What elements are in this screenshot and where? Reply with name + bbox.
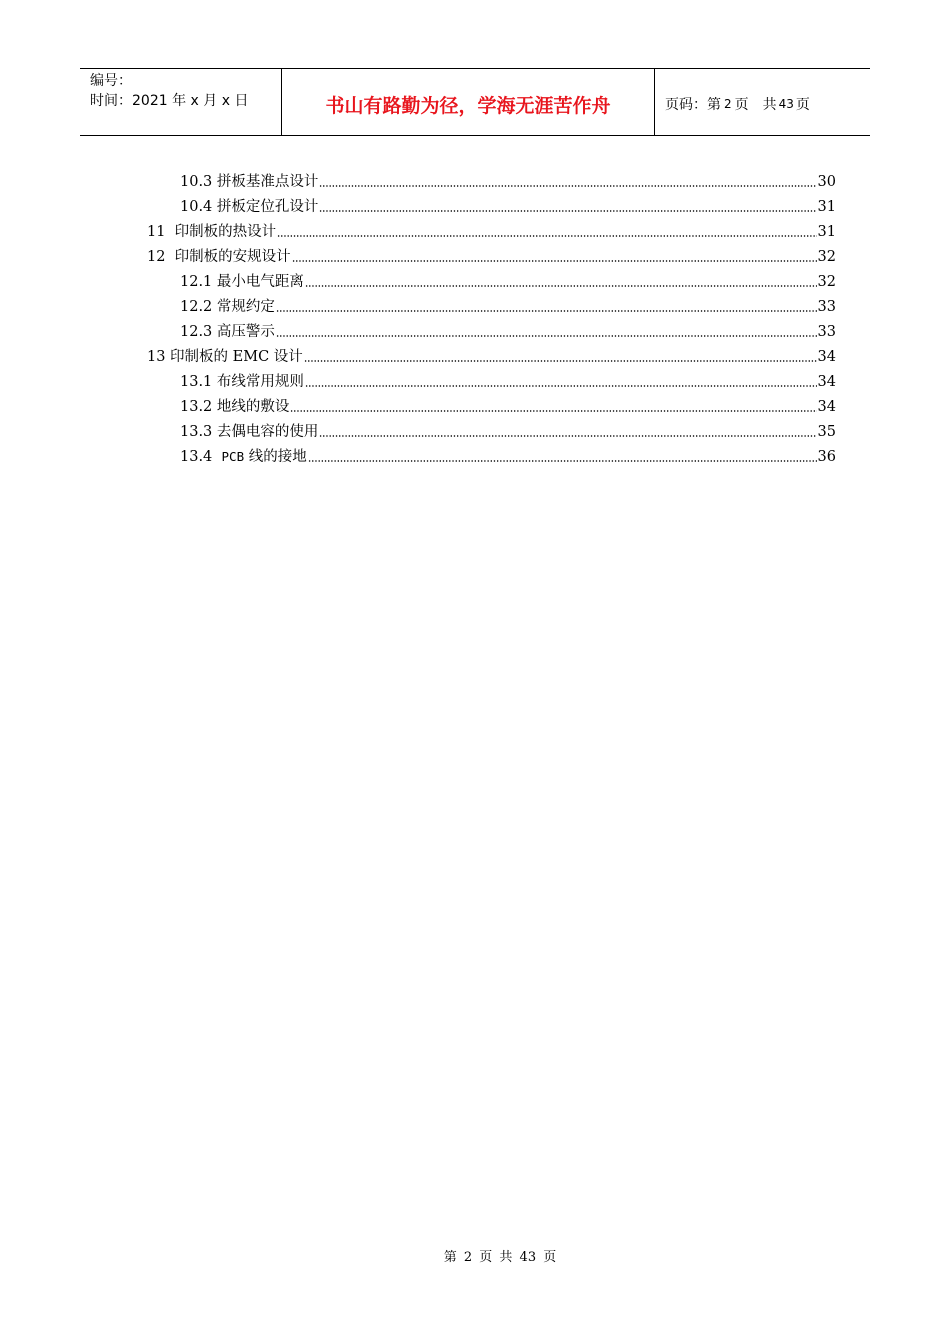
toc-entry-label: 13.1 布线常用规则 bbox=[180, 374, 304, 390]
toc-entry-label bbox=[180, 447, 307, 467]
toc-entry-label-number: 13.4 bbox=[180, 449, 222, 465]
toc-entry-label: 10.3 拼板基准点设计 bbox=[180, 174, 319, 190]
page-prefix: 页码：第 bbox=[665, 97, 721, 113]
toc-entry-label: 13.2 地线的敷设 bbox=[180, 399, 290, 415]
toc-entry-page: 34 bbox=[817, 374, 836, 390]
toc-entry-page: 30 bbox=[817, 174, 836, 190]
toc-entry[interactable] bbox=[180, 295, 836, 317]
toc-leader-dots bbox=[305, 384, 817, 388]
toc-leader-dots bbox=[319, 184, 816, 188]
toc-entry-label: 12.2 常规约定 bbox=[180, 299, 275, 315]
toc-entry-page: 33 bbox=[817, 299, 836, 315]
toc-entry[interactable] bbox=[180, 395, 836, 417]
page-footer: 第 2 页 共 43 页 bbox=[443, 1250, 557, 1265]
toc-entry[interactable] bbox=[147, 245, 836, 267]
page-number: 2 bbox=[724, 97, 732, 111]
toc-leader-dots bbox=[308, 459, 817, 463]
toc-entry[interactable] bbox=[180, 320, 836, 342]
toc-entry-label: 12.3 高压警示 bbox=[180, 324, 275, 340]
page-total: 43 bbox=[778, 97, 794, 111]
toc-entry-page: 32 bbox=[817, 249, 836, 265]
toc-entry[interactable] bbox=[180, 420, 836, 442]
toc-entry-page: 33 bbox=[817, 324, 836, 340]
page-mid: 页 共 bbox=[734, 97, 777, 113]
header-meta bbox=[80, 69, 282, 135]
toc-entry-label: 11 印制板的热设计 bbox=[147, 224, 277, 240]
toc-entry-page: 31 bbox=[817, 199, 836, 215]
toc-leader-dots bbox=[290, 409, 816, 413]
toc-leader-dots bbox=[292, 259, 817, 263]
toc-entry[interactable] bbox=[180, 445, 836, 467]
toc-entry[interactable] bbox=[147, 345, 836, 367]
toc-leader-dots bbox=[319, 209, 816, 213]
toc-leader-dots bbox=[276, 309, 817, 313]
toc-entry-page: 35 bbox=[817, 424, 836, 440]
toc-entry-label-rest: 线的接地 bbox=[244, 449, 307, 465]
toc-entry-label: 12.1 最小电气距离 bbox=[180, 274, 304, 290]
document-number-label: 编号： bbox=[90, 73, 132, 89]
document-date: 时间：2021 年 x 月 x 日 bbox=[90, 93, 249, 109]
toc-entry-page: 32 bbox=[817, 274, 836, 290]
page-suffix: 页 bbox=[795, 97, 810, 113]
toc-entry[interactable] bbox=[180, 195, 836, 217]
toc-entry[interactable] bbox=[180, 270, 836, 292]
toc-entry-label-pcb: PCB bbox=[221, 449, 245, 464]
toc-entry-label: 13.3 去偶电容的使用 bbox=[180, 424, 319, 440]
toc-leader-dots bbox=[304, 359, 817, 363]
page-header bbox=[80, 68, 870, 136]
toc-entry-page: 34 bbox=[817, 349, 836, 365]
toc-leader-dots bbox=[277, 234, 816, 238]
toc-entry-label: 10.4 拼板定位孔设计 bbox=[180, 199, 319, 215]
toc-leader-dots bbox=[305, 284, 817, 288]
toc-entry[interactable] bbox=[147, 220, 836, 242]
header-motto: 书山有路勤为径，学海无涯苦作舟 bbox=[282, 69, 655, 135]
toc-entry[interactable] bbox=[180, 370, 836, 392]
toc-entry-page: 36 bbox=[817, 449, 836, 465]
toc-leader-dots bbox=[319, 434, 816, 438]
toc-entry-page: 34 bbox=[817, 399, 836, 415]
toc-leader-dots bbox=[276, 334, 817, 338]
header-page-indicator bbox=[655, 69, 870, 135]
toc-entry-label: 12 印制板的安规设计 bbox=[147, 249, 291, 265]
toc-entry-page: 31 bbox=[817, 224, 836, 240]
toc-entry-label: 13 印制板的 EMC 设计 bbox=[147, 349, 303, 365]
toc-entry[interactable] bbox=[180, 170, 836, 192]
